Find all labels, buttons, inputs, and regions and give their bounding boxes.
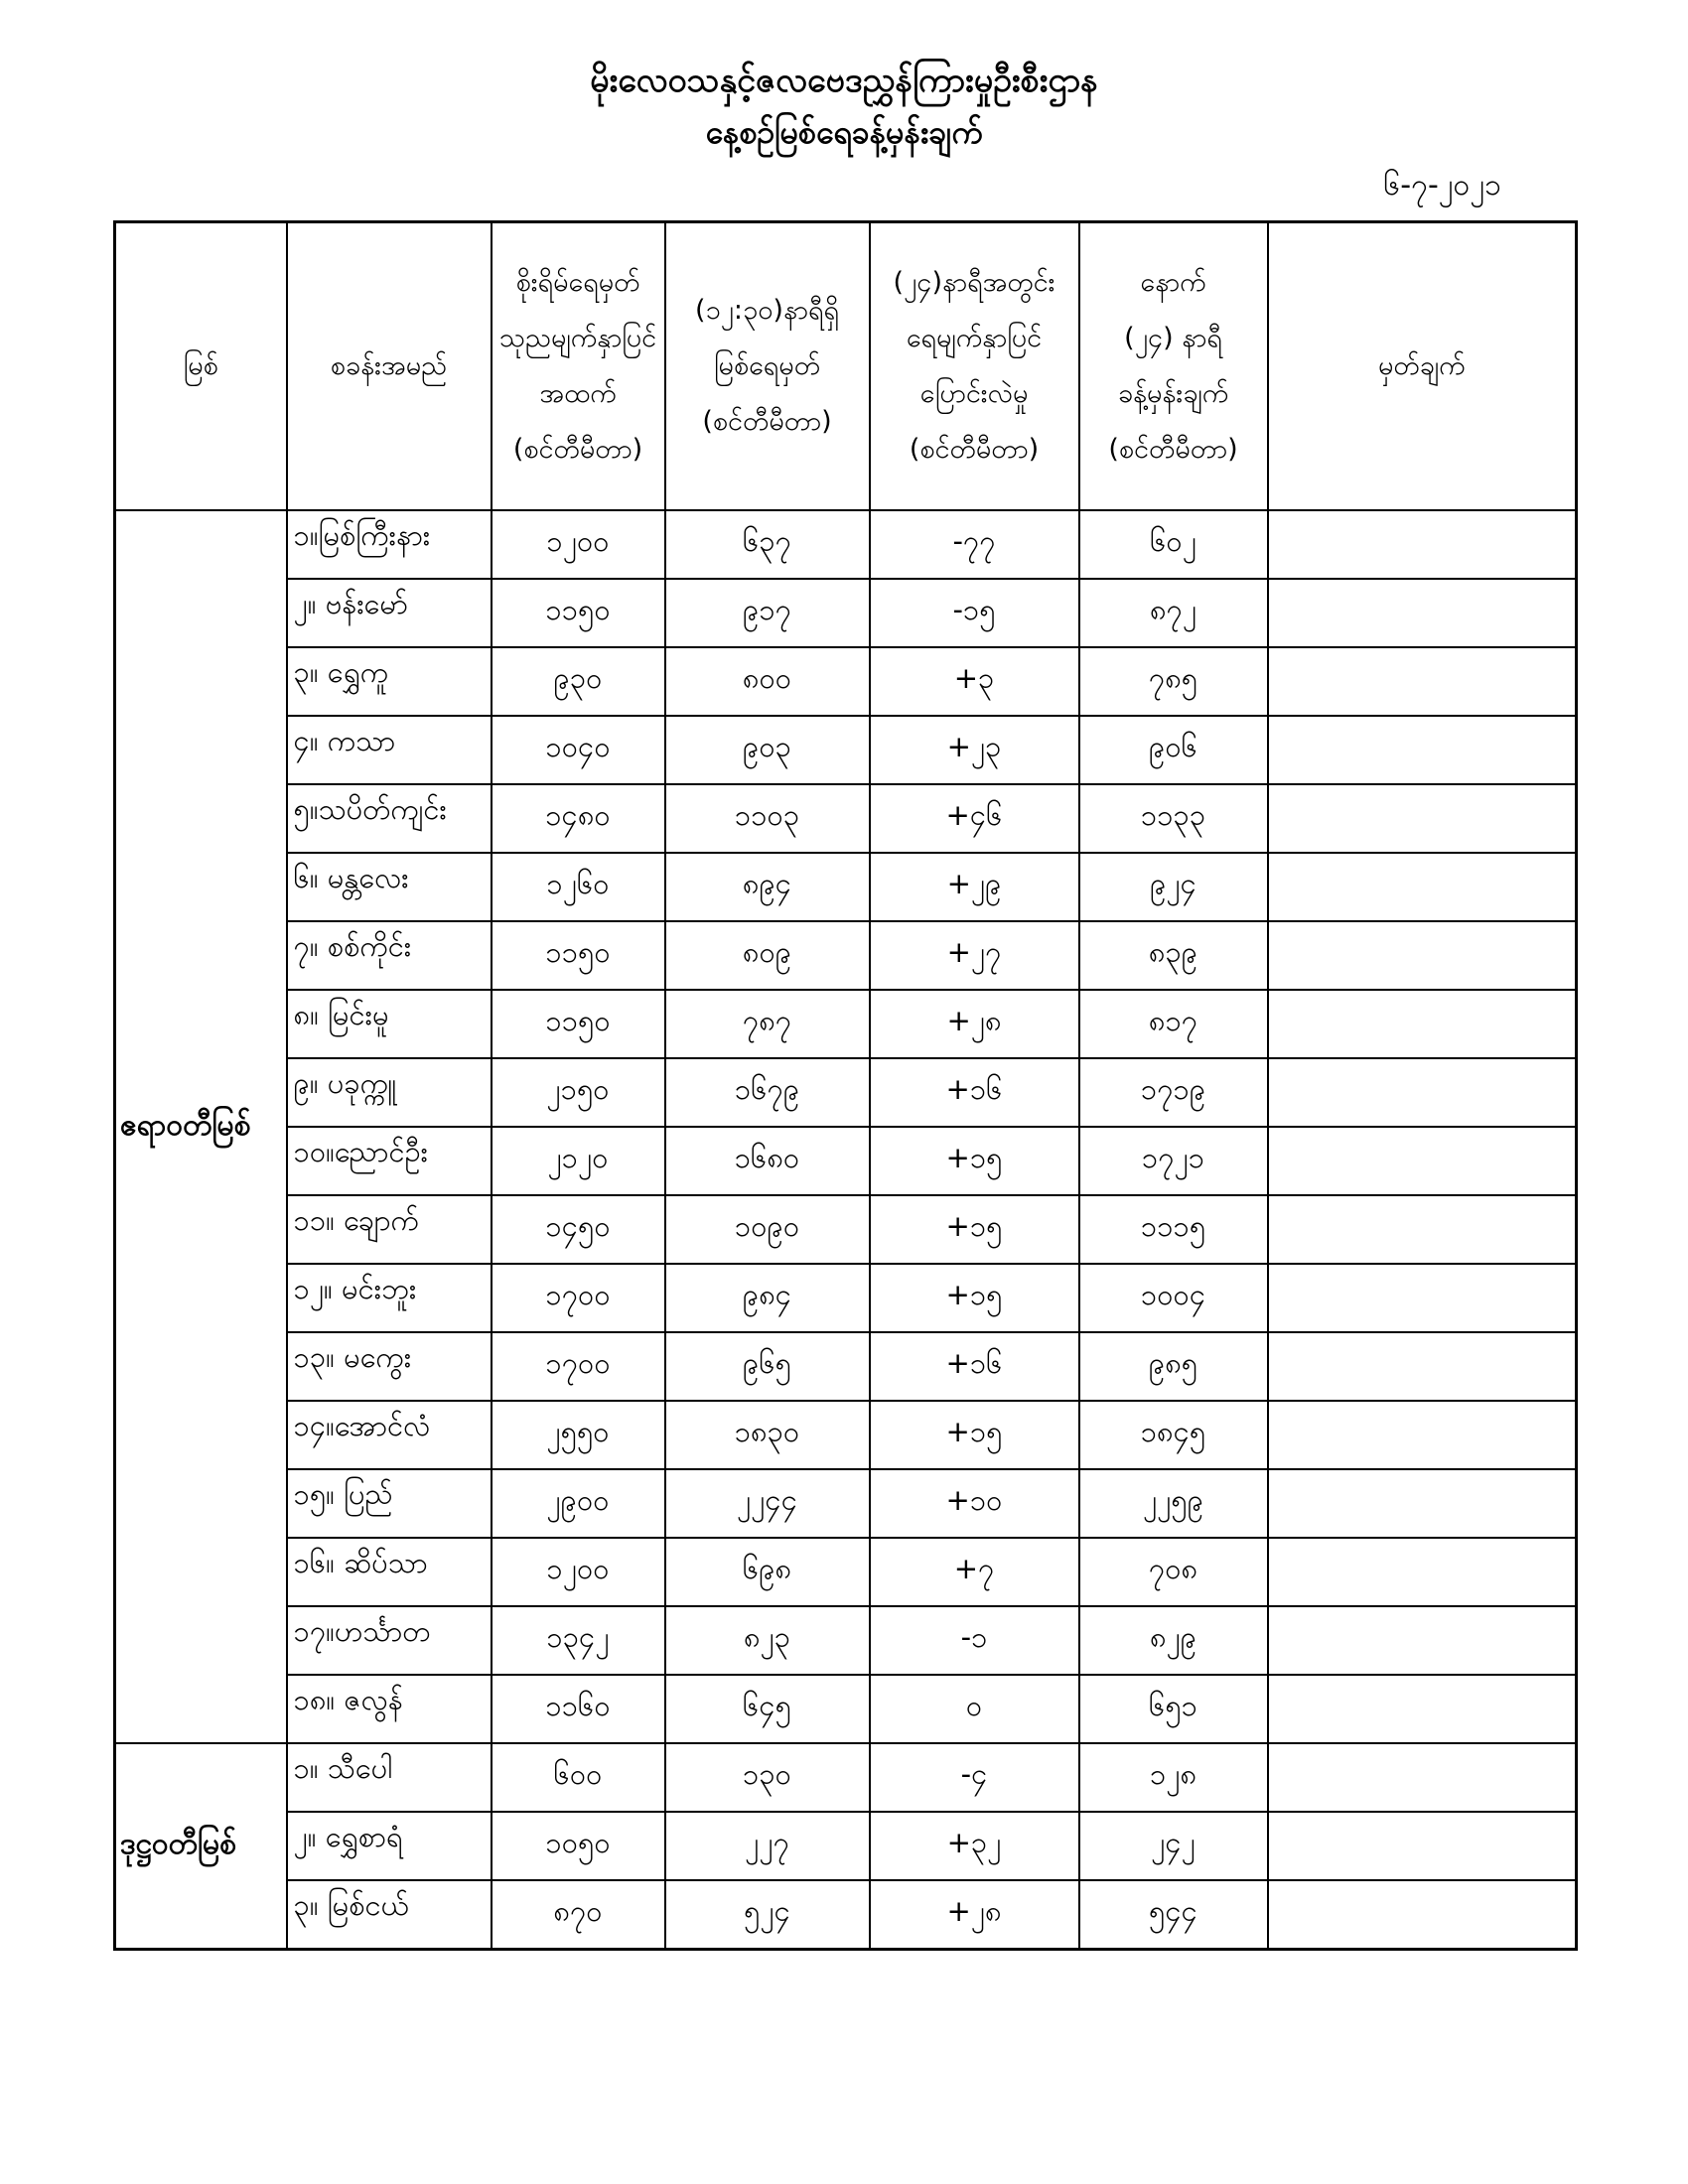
cell-forecast: ၁၂၈	[1079, 1743, 1268, 1812]
table-row	[115, 1812, 1577, 1880]
column-header	[287, 222, 492, 511]
column-header-line: (၁၂:၃၀)နာရီရှိ	[694, 295, 840, 326]
cell-danger: ၁၀၄၀	[492, 716, 665, 784]
cell-name: ၂။ ဗန်းမော်	[287, 579, 492, 647]
cell-name: ၃။ မြစ်ငယ်	[287, 1880, 492, 1950]
cell-level: ၉၁၇	[665, 579, 870, 647]
cell-change: -၄	[870, 1743, 1079, 1812]
cell-level: ၈၀၉	[665, 921, 870, 990]
cell-danger: ၂၁၂၀	[492, 1127, 665, 1195]
cell-forecast: ၆၅၁	[1079, 1675, 1268, 1743]
column-header-line: (စင်တီမီတာ)	[512, 434, 643, 465]
cell-remark	[1268, 1332, 1577, 1401]
cell-danger: ၁၃၄၂	[492, 1606, 665, 1675]
table-row	[115, 1743, 1577, 1812]
table-row	[115, 647, 1577, 716]
cell-forecast: ၂၂၅၉	[1079, 1469, 1268, 1538]
report-date: ၆-၇-၂၀၂၁	[1383, 168, 1501, 203]
cell-level: ၁၁၀၃	[665, 784, 870, 853]
column-header-line: စခန်းအမည်	[330, 350, 448, 381]
cell-level: ၆၉၈	[665, 1538, 870, 1606]
cell-remark	[1268, 1401, 1577, 1469]
cell-danger: ၂၅၅၀	[492, 1401, 665, 1469]
cell-change: +၂၈	[870, 1880, 1079, 1950]
cell-name: ၁၂။ မင်းဘူး	[287, 1264, 492, 1332]
table-row	[115, 1538, 1577, 1606]
cell-level: ၉၈၄	[665, 1264, 870, 1332]
cell-forecast: ၇၈၅	[1079, 647, 1268, 716]
cell-change: +၃၂	[870, 1812, 1079, 1880]
column-header	[115, 222, 287, 511]
cell-change: +၁၅	[870, 1195, 1079, 1264]
table-row	[115, 1880, 1577, 1950]
cell-name: ၄။ ကသာ	[287, 716, 492, 784]
column-header-line: (၂၄)နာရီအတွင်း	[893, 267, 1055, 298]
cell-name: ၅။သပိတ်ကျင်း	[287, 784, 492, 853]
cell-level: ၂၂၄၄	[665, 1469, 870, 1538]
cell-name: ၂။ ရွှေစာရံ	[287, 1812, 492, 1880]
cell-danger: ၂၉၀၀	[492, 1469, 665, 1538]
cell-remark	[1268, 647, 1577, 716]
cell-forecast: ၉၂၄	[1079, 853, 1268, 921]
cell-name: ၁၁။ ချောက်	[287, 1195, 492, 1264]
cell-forecast: ၇၀၈	[1079, 1538, 1268, 1606]
column-header-line: စိုးရိမ်ရေမှတ်	[515, 267, 640, 298]
cell-remark	[1268, 1195, 1577, 1264]
cell-forecast: ၉၈၅	[1079, 1332, 1268, 1401]
basin-name: ဒုဋ္ဌဝတီမြစ်	[115, 1743, 287, 1950]
table-row	[115, 1606, 1577, 1675]
cell-level: ၁၀၉၀	[665, 1195, 870, 1264]
cell-level: ၆၄၅	[665, 1675, 870, 1743]
cell-remark	[1268, 1812, 1577, 1880]
cell-level: ၆၃၇	[665, 510, 870, 579]
cell-name: ၉။ ပခုက္ကူ	[287, 1058, 492, 1127]
cell-remark	[1268, 1538, 1577, 1606]
cell-change: +၂၉	[870, 853, 1079, 921]
cell-name: ၁၆။ ဆိပ်သာ	[287, 1538, 492, 1606]
cell-change: +၂၇	[870, 921, 1079, 990]
cell-remark	[1268, 990, 1577, 1058]
table-row	[115, 1469, 1577, 1538]
table-row	[115, 1127, 1577, 1195]
page-subtitle: နေ့စဉ်မြစ်ရေခန့်မှန်းချက်	[705, 113, 983, 151]
cell-remark	[1268, 716, 1577, 784]
table-row	[115, 1264, 1577, 1332]
cell-forecast: ၁၇၂၁	[1079, 1127, 1268, 1195]
table-row	[115, 784, 1577, 853]
cell-remark	[1268, 853, 1577, 921]
cell-danger: ၈၇၀	[492, 1880, 665, 1950]
cell-name: ၁၅။ ပြည်	[287, 1469, 492, 1538]
cell-change: -၁	[870, 1606, 1079, 1675]
cell-remark	[1268, 1880, 1577, 1950]
cell-name: ၃။ ရွှေကူ	[287, 647, 492, 716]
cell-remark	[1268, 579, 1577, 647]
page-title: မိုးလေဝသနှင့်ဇလဗေဒညွှန်ကြားမှုဦးစီးဌာန	[590, 61, 1098, 100]
cell-change: ၀	[870, 1675, 1079, 1743]
column-header	[492, 222, 665, 511]
cell-remark	[1268, 1675, 1577, 1743]
cell-danger: ၁၀၅၀	[492, 1812, 665, 1880]
cell-danger: ၁၂၀၀	[492, 1538, 665, 1606]
cell-name: ၁၃။ မကွေး	[287, 1332, 492, 1401]
river-forecast-table	[113, 220, 1578, 1951]
cell-level: ၈၉၄	[665, 853, 870, 921]
cell-danger: ၉၃၀	[492, 647, 665, 716]
cell-level: ၉၆၅	[665, 1332, 870, 1401]
column-header-line: (စင်တီမီတာ)	[1108, 434, 1238, 465]
cell-danger: ၁၁၆၀	[492, 1675, 665, 1743]
cell-level: ၁၆၈၀	[665, 1127, 870, 1195]
cell-forecast: ၁၁၃၃	[1079, 784, 1268, 853]
cell-remark	[1268, 1058, 1577, 1127]
cell-name: ၇။ စစ်ကိုင်း	[287, 921, 492, 990]
cell-remark	[1268, 784, 1577, 853]
cell-name: ၆။ မန္တလေး	[287, 853, 492, 921]
cell-forecast: ၂၄၂	[1079, 1812, 1268, 1880]
cell-forecast: ၁၈၄၅	[1079, 1401, 1268, 1469]
cell-forecast: ၈၂၉	[1079, 1606, 1268, 1675]
table-row	[115, 716, 1577, 784]
table-row	[115, 1401, 1577, 1469]
cell-danger: ၁၇၀၀	[492, 1332, 665, 1401]
cell-change: -၁၅	[870, 579, 1079, 647]
cell-name: ၁။ သီပေါ	[287, 1743, 492, 1812]
cell-change: +၂၃	[870, 716, 1079, 784]
cell-name: ၁၇။ဟင်္သာတ	[287, 1606, 492, 1675]
table-row	[115, 1675, 1577, 1743]
cell-remark	[1268, 921, 1577, 990]
cell-forecast: ၅၄၄	[1079, 1880, 1268, 1950]
cell-change: +၁၆	[870, 1332, 1079, 1401]
table-row	[115, 990, 1577, 1058]
cell-danger: ၁၂၀၀	[492, 510, 665, 579]
cell-forecast: ၈၇၂	[1079, 579, 1268, 647]
cell-forecast: ၈၃၉	[1079, 921, 1268, 990]
cell-danger: ၆၀၀	[492, 1743, 665, 1812]
cell-forecast: ၁၇၁၉	[1079, 1058, 1268, 1127]
cell-remark	[1268, 1127, 1577, 1195]
basin-name: ဧရာဝတီမြစ်	[115, 510, 287, 1743]
cell-name: ၁၀။ညောင်ဦး	[287, 1127, 492, 1195]
column-header	[1079, 222, 1268, 511]
cell-forecast: ၆၀၂	[1079, 510, 1268, 579]
cell-change: -၇၇	[870, 510, 1079, 579]
column-header-line: မြစ်ရေမှတ်	[713, 350, 821, 381]
cell-forecast: ၁၀၀၄	[1079, 1264, 1268, 1332]
cell-danger: ၁၁၅၀	[492, 921, 665, 990]
cell-level: ၅၂၄	[665, 1880, 870, 1950]
cell-name: ၈။ မြင်းမူ	[287, 990, 492, 1058]
cell-danger: ၁၁၅၀	[492, 579, 665, 647]
cell-remark	[1268, 1606, 1577, 1675]
cell-danger: ၁၂၆၀	[492, 853, 665, 921]
cell-change: +၁၅	[870, 1264, 1079, 1332]
table-row	[115, 921, 1577, 990]
column-header-line: (စင်တီမီတာ)	[909, 434, 1040, 465]
cell-change: +၁၅	[870, 1401, 1079, 1469]
cell-level: ၁၈၃၀	[665, 1401, 870, 1469]
cell-danger: ၁၄၅၀	[492, 1195, 665, 1264]
cell-forecast: ၉၀၆	[1079, 716, 1268, 784]
table-row	[115, 510, 1577, 579]
table-row	[115, 1332, 1577, 1401]
cell-level: ၇၈၇	[665, 990, 870, 1058]
cell-danger: ၁၁၅၀	[492, 990, 665, 1058]
column-header	[665, 222, 870, 511]
cell-change: +၃	[870, 647, 1079, 716]
cell-change: +၁၅	[870, 1127, 1079, 1195]
cell-level: ၂၂၇	[665, 1812, 870, 1880]
column-header-line: ရေမျက်နှာပြင်	[906, 323, 1043, 353]
table-row	[115, 853, 1577, 921]
column-header-line: (၂၄) နာရီ	[1124, 323, 1222, 353]
cell-name: ၁၈။ ဇလွန်	[287, 1675, 492, 1743]
column-header	[1268, 222, 1577, 511]
column-header-line: အထက်	[539, 378, 617, 409]
cell-remark	[1268, 1264, 1577, 1332]
cell-level: ၁၆၇၉	[665, 1058, 870, 1127]
cell-danger: ၁၄၈၀	[492, 784, 665, 853]
cell-change: +၇	[870, 1538, 1079, 1606]
cell-level: ၁၃၀	[665, 1743, 870, 1812]
cell-forecast: ၈၁၇	[1079, 990, 1268, 1058]
cell-remark	[1268, 1469, 1577, 1538]
cell-level: ၉၀၃	[665, 716, 870, 784]
cell-level: ၈၂၃	[665, 1606, 870, 1675]
cell-name: ၁။မြစ်ကြီးနား	[287, 510, 492, 579]
cell-forecast: ၁၁၁၅	[1079, 1195, 1268, 1264]
cell-name: ၁၄။အောင်လံ	[287, 1401, 492, 1469]
column-header-line: သုညမျက်နှာပြင်	[498, 323, 657, 353]
column-header-line: (စင်တီမီတာ)	[702, 406, 832, 437]
cell-danger: ၂၁၅၀	[492, 1058, 665, 1127]
column-header-line: နောက်	[1140, 267, 1206, 298]
cell-change: +၁၆	[870, 1058, 1079, 1127]
cell-change: +၁၀	[870, 1469, 1079, 1538]
cell-remark	[1268, 1743, 1577, 1812]
cell-level: ၈၀၀	[665, 647, 870, 716]
cell-remark	[1268, 510, 1577, 579]
table-header-row	[115, 222, 1577, 511]
column-header-line: မြစ်	[183, 350, 218, 381]
table-row	[115, 1195, 1577, 1264]
column-header-line: မှတ်ချက်	[1377, 350, 1466, 381]
column-header	[870, 222, 1079, 511]
column-header-line: ခန့်မှန်းချက်	[1117, 378, 1229, 409]
cell-danger: ၁၇၀၀	[492, 1264, 665, 1332]
column-header-line: ပြောင်းလဲမှု	[919, 378, 1029, 409]
table-row	[115, 1058, 1577, 1127]
cell-change: +၄၆	[870, 784, 1079, 853]
table-row	[115, 579, 1577, 647]
cell-change: +၂၈	[870, 990, 1079, 1058]
